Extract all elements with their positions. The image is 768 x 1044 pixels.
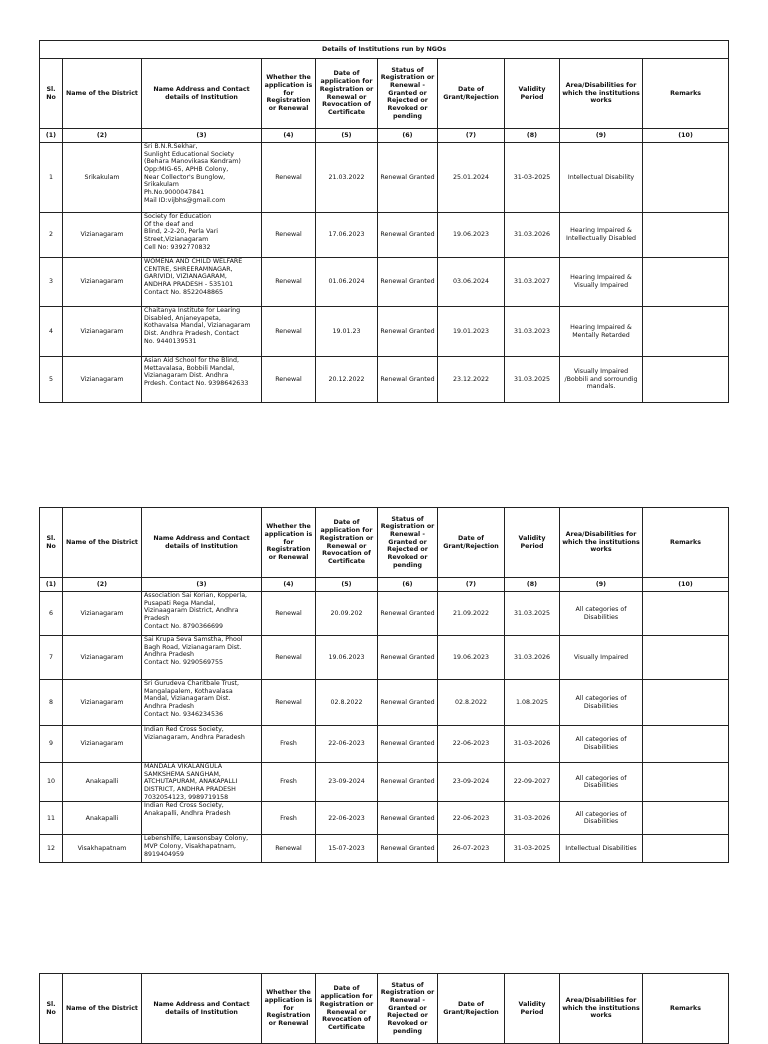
application-date-cell: 22-06-2023 [316,726,378,763]
application-date-cell: 22-06-2023 [316,802,378,835]
column-header: Remarks [643,508,729,578]
table-row [40,592,729,636]
grant-date-cell: 19.06.2023 [438,636,505,680]
sl-no-cell: 5 [40,357,63,403]
column-header: Status of Registration or Renewal - Granted or Rejected or Revoked or pending [378,59,438,129]
table-row [40,726,729,763]
sl-no-cell: 10 [40,763,63,802]
district-cell: Vizianagaram [63,592,142,636]
application-type-cell: Fresh [262,726,316,763]
column-header: Name of the District [63,974,142,1044]
application-date-cell: 20.12.2022 [316,357,378,403]
disability-area-cell: All categories of Disabilities [560,763,643,802]
grant-date-cell: 25.01.2024 [438,143,505,213]
remarks-cell [643,802,729,835]
column-number: (10) [643,129,729,143]
validity-cell: 31.03.2025 [505,357,560,403]
district-cell: Vizianagaram [63,213,142,258]
application-type-cell: Fresh [262,802,316,835]
application-date-cell: 23-09-2024 [316,763,378,802]
table-row [40,143,729,213]
disability-area-cell: Hearing Impaired & Intellectually Disabled [560,213,643,258]
address-cell: WOMENA AND CHILD WELFARE CENTRE, SHREERAMNAGAR, GARIVIDI, VIZIANAGARAM, ANDHRA PRADESH - 535101 Contact No. 8522048865 [142,258,262,307]
address-cell: Society for Education Of the deaf and Blind, 2-2-20, Perla Vari Street,Vizianagaram Cell No: 9392770832 [142,213,262,258]
address-cell: Asian Aid School for the Blind, Mettavalasa, Bobbili Mandal, Vizianagaram Dist. Andhra Prdesh. Contact No. 9398642633 [142,357,262,403]
application-type-cell: Renewal [262,307,316,357]
column-header: Validity Period [505,59,560,129]
address-cell: Sai Krupa Seva Samstha, Phool Bagh Road, Vizianagaram Dist. Andhra Pradesh Contact No. 9290569755 [142,636,262,680]
column-header: Date of application for Registration or Renewal or Revocation of Certificate [316,508,378,578]
column-header: Remarks [643,974,729,1044]
column-number: (4) [262,578,316,592]
remarks-cell [643,258,729,307]
application-type-cell: Renewal [262,835,316,863]
status-cell: Renewal Granted [378,726,438,763]
disability-area-cell: Visually Impaired /Bobbili and sorroundig mandals. [560,357,643,403]
column-header: Date of Grant/Rejection [438,59,505,129]
application-type-cell: Renewal [262,258,316,307]
remarks-cell [643,213,729,258]
grant-date-cell: 22-06-2023 [438,802,505,835]
sl-no-cell: 8 [40,680,63,726]
district-cell: Srikakulam [63,143,142,213]
table-header-row [40,59,729,129]
table-header-row [40,508,729,578]
column-header: Status of Registration or Renewal - Granted or Rejected or Revoked or pending [378,508,438,578]
validity-cell: 31.03.2023 [505,307,560,357]
column-header: Sl. No [40,59,63,129]
column-header: Name Address and Contact details of Institution [142,508,262,578]
table-row [40,835,729,863]
table-row [40,680,729,726]
district-cell: Visakhapatnam [63,835,142,863]
validity-cell: 31.03.2027 [505,258,560,307]
status-cell: Renewal Granted [378,680,438,726]
grant-date-cell: 19.06.2023 [438,213,505,258]
table-header-row [40,974,729,1044]
application-type-cell: Renewal [262,143,316,213]
address-cell: Association Sai Korian, Kopperla, Pusapati Rega Mandal, Vizinaagaram District, Andhra Pradesh Contact No. 8790366699 [142,592,262,636]
disability-area-cell: All categories of Disabilities [560,680,643,726]
table-row [40,802,729,835]
district-cell: Vizianagaram [63,357,142,403]
remarks-cell [643,592,729,636]
column-number: (6) [378,578,438,592]
remarks-cell [643,357,729,403]
institutions-table-page-2 [39,507,729,863]
disability-area-cell: All categories of Disabilities [560,592,643,636]
application-date-cell: 19.06.2023 [316,636,378,680]
validity-cell: 31-03-2025 [505,835,560,863]
status-cell: Renewal Granted [378,357,438,403]
district-cell: Vizianagaram [63,258,142,307]
grant-date-cell: 23.12.2022 [438,357,505,403]
sl-no-cell: 6 [40,592,63,636]
application-date-cell: 17.06.2023 [316,213,378,258]
column-number: (3) [142,129,262,143]
application-date-cell: 19.01.23 [316,307,378,357]
grant-date-cell: 26-07-2023 [438,835,505,863]
validity-cell: 22-09-2027 [505,763,560,802]
application-date-cell: 01.06.2024 [316,258,378,307]
sl-no-cell: 2 [40,213,63,258]
status-cell: Renewal Granted [378,835,438,863]
status-cell: Renewal Granted [378,802,438,835]
column-number: (5) [316,129,378,143]
application-type-cell: Renewal [262,680,316,726]
remarks-cell [643,636,729,680]
grant-date-cell: 21.09.2022 [438,592,505,636]
disability-area-cell: Hearing Impaired & Visually Impaired [560,258,643,307]
institutions-table-page-3 [39,973,729,1044]
remarks-cell [643,143,729,213]
district-cell: Anakapalli [63,802,142,835]
remarks-cell [643,835,729,863]
column-number: (9) [560,578,643,592]
disability-area-cell: Intellectual Disability [560,143,643,213]
column-number-row [40,578,729,592]
sl-no-cell: 12 [40,835,63,863]
column-number: (8) [505,129,560,143]
column-number: (1) [40,578,63,592]
status-cell: Renewal Granted [378,592,438,636]
column-header: Area/Disabilities for which the institutions works [560,508,643,578]
column-header: Name of the District [63,508,142,578]
column-header: Date of application for Registration or Renewal or Revocation of Certificate [316,59,378,129]
district-cell: Vizianagaram [63,307,142,357]
column-header: Whether the application is for Registration or Renewal [262,974,316,1044]
address-cell: Sri Gurudeva Charitbale Trust, Mangalapalem, Kothavalasa Mandal, Vizianagaram Dist. Andhra Pradesh Contact No. 9346234536 [142,680,262,726]
column-header: Whether the application is for Registration or Renewal [262,508,316,578]
grant-date-cell: 02.8.2022 [438,680,505,726]
column-number: (10) [643,578,729,592]
application-date-cell: 02.8.2022 [316,680,378,726]
address-cell: Lebenshilfe, Lawsonsbay Colony, MVP Colony, Visakhapatnam, 8919404959 [142,835,262,863]
sl-no-cell: 11 [40,802,63,835]
column-number: (6) [378,129,438,143]
grant-date-cell: 03.06.2024 [438,258,505,307]
column-header: Name Address and Contact details of Institution [142,59,262,129]
address-cell: Indian Red Cross Society, Anakapalli, Andhra Pradesh [142,802,262,835]
validity-cell: 31.03.2025 [505,592,560,636]
sl-no-cell: 3 [40,258,63,307]
column-header: Date of application for Registration or Renewal or Revocation of Certificate [316,974,378,1044]
remarks-cell [643,726,729,763]
disability-area-cell: Hearing Impaired & Mentally Retarded [560,307,643,357]
grant-date-cell: 23-09-2024 [438,763,505,802]
table-row [40,763,729,802]
application-type-cell: Renewal [262,592,316,636]
column-header: Area/Disabilities for which the institutions works [560,59,643,129]
validity-cell: 31-03-2026 [505,726,560,763]
district-cell: Vizianagaram [63,680,142,726]
remarks-cell [643,307,729,357]
column-number: (7) [438,129,505,143]
column-number: (1) [40,129,63,143]
column-number: (5) [316,578,378,592]
column-header: Date of Grant/Rejection [438,974,505,1044]
column-header: Name of the District [63,59,142,129]
column-number: (2) [63,129,142,143]
application-date-cell: 15-07-2023 [316,835,378,863]
column-header: Whether the application is for Registration or Renewal [262,59,316,129]
status-cell: Renewal Granted [378,258,438,307]
column-number-row [40,129,729,143]
sl-no-cell: 4 [40,307,63,357]
sl-no-cell: 1 [40,143,63,213]
application-type-cell: Renewal [262,357,316,403]
address-cell: Sri B.N.R.Sekhar, Sunlight Educational Society (Behara Manovikasa Kendram) Opp:MIG-65, APHB Colony, Near Collector's Bunglow, Srikakulam Ph.No.9000047841 Mail ID:vijbhs@gmail.com [142,143,262,213]
column-number: (3) [142,578,262,592]
table-row [40,258,729,307]
institutions-table-page-1 [39,40,729,403]
validity-cell: 31-03-2026 [505,802,560,835]
grant-date-cell: 19.01.2023 [438,307,505,357]
sl-no-cell: 9 [40,726,63,763]
status-cell: Renewal Granted [378,143,438,213]
column-number: (4) [262,129,316,143]
column-header: Name Address and Contact details of Institution [142,974,262,1044]
table-row [40,307,729,357]
validity-cell: 31.03.2026 [505,213,560,258]
validity-cell: 31.03.2026 [505,636,560,680]
column-number: (7) [438,578,505,592]
column-header: Area/Disabilities for which the institutions works [560,974,643,1044]
status-cell: Renewal Granted [378,636,438,680]
column-number: (9) [560,129,643,143]
table-row [40,213,729,258]
column-header: Validity Period [505,508,560,578]
application-date-cell: 20.09.202 [316,592,378,636]
validity-cell: 31-03-2025 [505,143,560,213]
grant-date-cell: 22-06-2023 [438,726,505,763]
status-cell: Renewal Granted [378,763,438,802]
column-header: Status of Registration or Renewal - Granted or Rejected or Revoked or pending [378,974,438,1044]
district-cell: Anakapalli [63,763,142,802]
address-cell: Chaitanya Institute for Learing Disabled, Anjaneyapeta, Kothavalsa Mandal, Vizianagaram Dist. Andhra Pradesh, Contact No. 9440139531 [142,307,262,357]
validity-cell: 1.08.2025 [505,680,560,726]
district-cell: Vizianagaram [63,726,142,763]
table-row [40,636,729,680]
status-cell: Renewal Granted [378,213,438,258]
application-type-cell: Renewal [262,213,316,258]
column-header: Sl. No [40,974,63,1044]
column-number: (8) [505,578,560,592]
table-row [40,357,729,403]
disability-area-cell: All categories of Disabilities [560,802,643,835]
address-cell: MANDALA VIKALANGULA SAMKSHEMA SANGHAM, ATCHUTAPURAM, ANAKAPALLI DISTRICT, ANDHRA PRADESH 7032054123, 9989719158 [142,763,262,802]
remarks-cell [643,763,729,802]
status-cell: Renewal Granted [378,307,438,357]
address-cell: Indian Red Cross Society, Vizianagaram, Andhra Paradesh [142,726,262,763]
district-cell: Vizianagaram [63,636,142,680]
application-type-cell: Renewal [262,636,316,680]
disability-area-cell: All categories of Disabilities [560,726,643,763]
column-header: Sl. No [40,508,63,578]
column-header: Remarks [643,59,729,129]
remarks-cell [643,680,729,726]
column-number: (2) [63,578,142,592]
disability-area-cell: Intellectual Disabilities [560,835,643,863]
table-title: Details of Institutions run by NGOs [40,41,729,59]
sl-no-cell: 7 [40,636,63,680]
column-header: Validity Period [505,974,560,1044]
disability-area-cell: Visually Impaired [560,636,643,680]
application-date-cell: 21.03.2022 [316,143,378,213]
application-type-cell: Fresh [262,763,316,802]
column-header: Date of Grant/Rejection [438,508,505,578]
